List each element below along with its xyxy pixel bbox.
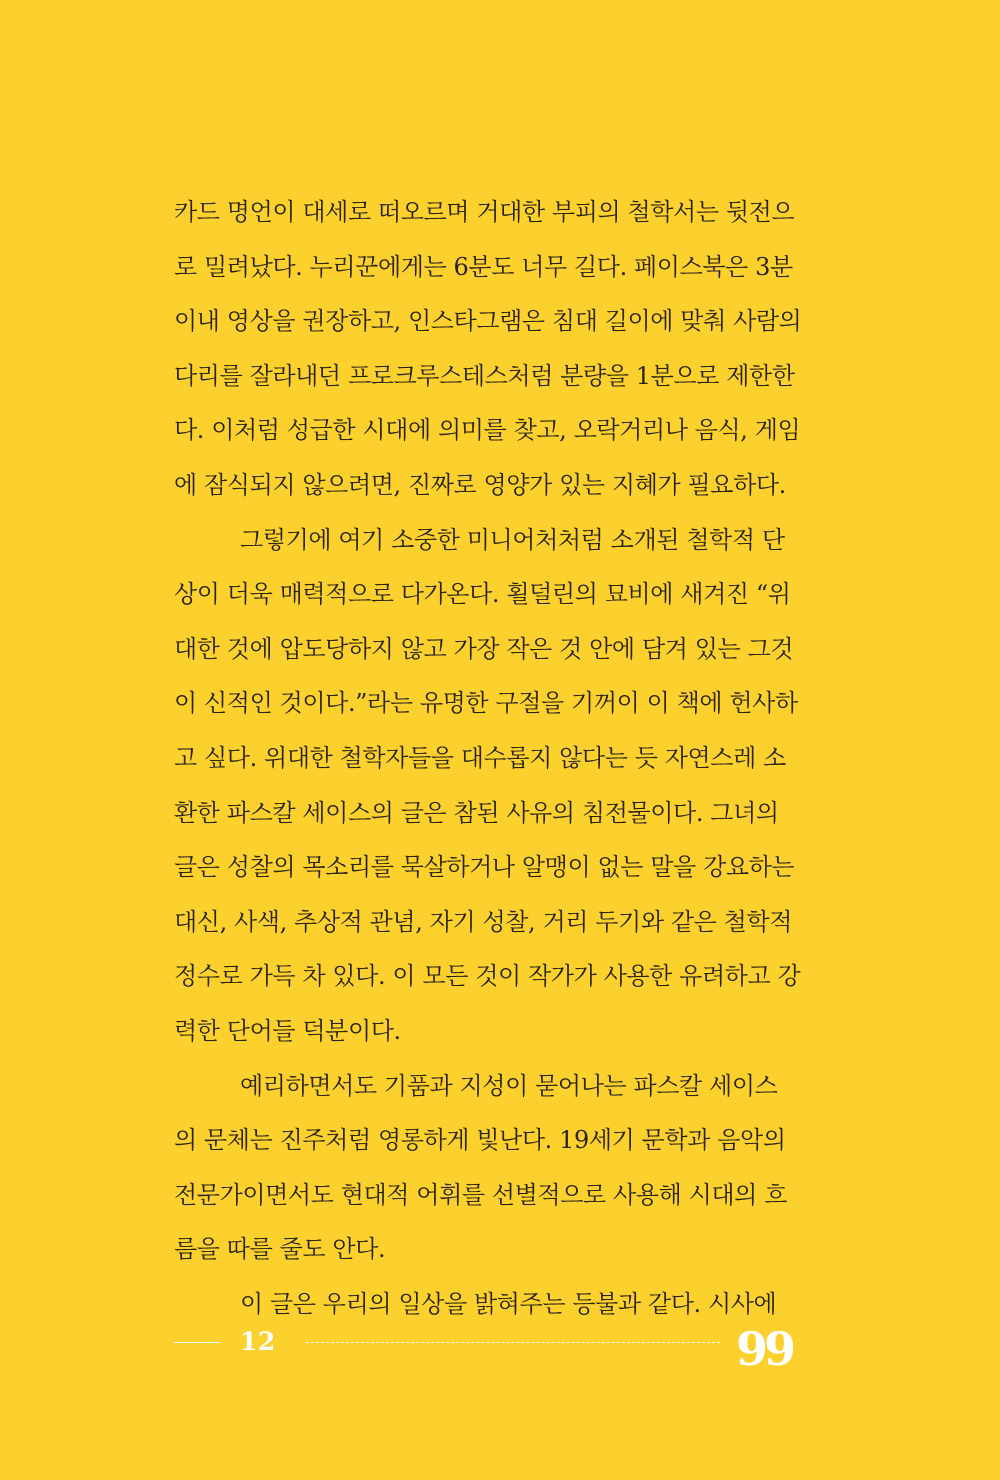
page-footer xyxy=(174,1322,793,1376)
text-line: 로 밀려났다. 누리꾼에게는 6분도 너무 길다. 페이스북은 3분 xyxy=(174,252,793,281)
paragraph xyxy=(174,1059,787,1277)
text-line: 의 문체는 진주처럼 영롱하게 빛난다. 19세기 문학과 음악의 xyxy=(174,1126,786,1155)
body-text xyxy=(174,185,802,1331)
text-line: 대한 것에 압도당하지 않고 가장 작은 것 안에 담겨 있는 그것 xyxy=(174,634,794,663)
text-line: 카드 명언이 대세로 떠오르며 거대한 부피의 철학서는 뒷전으 xyxy=(174,198,795,226)
text-line: 환한 파스칼 세이스의 글은 참된 사유의 침전물이다. 그녀의 xyxy=(174,798,779,827)
footer-rule xyxy=(174,1342,220,1343)
text-line: 대신, 사색, 추상적 관념, 자기 성찰, 거리 두기와 같은 철학적 xyxy=(174,907,793,936)
text-line: 정수로 가득 차 있다. 이 모든 것이 작가가 사용한 유려하고 강 xyxy=(174,962,801,991)
text-line: 다. 이처럼 성급한 시대에 의미를 찾고, 오락거리나 음식, 게임 xyxy=(174,416,801,445)
text-line: 고 싶다. 위대한 철학자들을 대수롭지 않다는 듯 자연스레 소 xyxy=(174,743,786,772)
text-line: 다리를 잘라내던 프로크루스테스처럼 분량을 1분으로 제한한 xyxy=(174,361,795,390)
page-number: 12 xyxy=(240,1327,276,1356)
text-line: 전문가이면서도 현대적 어휘를 선별적으로 사용해 시대의 흐 xyxy=(174,1180,787,1209)
text-line: 이내 영상을 권장하고, 인스타그램은 침대 길이에 맞춰 사람의 xyxy=(174,307,802,336)
closing-quote-icon: 99 xyxy=(736,1322,793,1376)
text-line: 그렇기에 여기 소중한 미니어처처럼 소개된 철학적 단 xyxy=(240,525,785,554)
text-line: 력한 단어들 덕분이다. xyxy=(174,1016,401,1045)
text-line: 에 잠식되지 않으려면, 진짜로 영양가 있는 지혜가 필요하다. xyxy=(174,470,786,499)
footer-dotted-line xyxy=(306,1342,720,1343)
text-line: 상이 더욱 매력적으로 다가온다. 횔덜린의 묘비에 새겨진 “위 xyxy=(174,580,791,609)
text-line: 이 신적인 것이다.”라는 유명한 구절을 기꺼이 이 책에 헌사하 xyxy=(174,689,798,718)
paragraph xyxy=(174,513,801,1059)
text-line: 예리하면서도 기품과 지성이 묻어나는 파스칼 세이스 xyxy=(240,1071,778,1100)
text-line: 글은 성찰의 목소리를 묵살하거나 알맹이 없는 말을 강요하는 xyxy=(174,853,795,882)
paragraph xyxy=(174,185,802,513)
text-line: 이 글은 우리의 일상을 밝혀주는 등불과 같다. 시사에 xyxy=(240,1289,777,1318)
text-line: 름을 따를 줄도 안다. xyxy=(174,1235,386,1264)
